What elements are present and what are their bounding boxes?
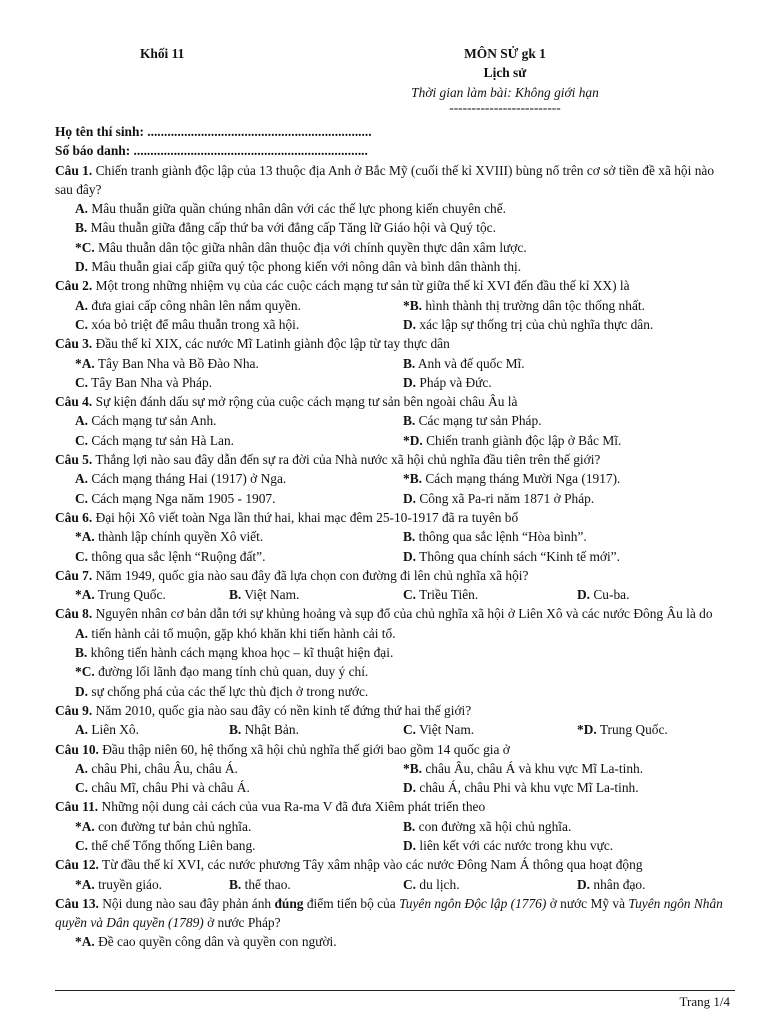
question (55, 797, 735, 816)
exam-content (55, 122, 735, 952)
answer-option[interactable] (55, 817, 403, 836)
option-label: *A. (75, 934, 95, 950)
option-label: B. (403, 529, 416, 545)
option-label: C. (75, 374, 89, 390)
option-text: Triều Tiên. (416, 587, 479, 603)
answer-option[interactable] (229, 875, 403, 894)
option-label: D. (75, 259, 89, 275)
question-text: ở nước Mỹ và (546, 895, 629, 911)
option-text: châu Á, châu Phi và khu vực Mĩ La-tinh. (416, 780, 639, 796)
answer-option[interactable] (403, 296, 645, 315)
answer-option[interactable] (55, 218, 735, 237)
answer-option[interactable] (55, 199, 735, 218)
option-row (55, 875, 735, 894)
answer-option[interactable] (55, 643, 735, 662)
option-text: liên kết với các nước trong khu vực. (416, 837, 614, 853)
student-name-field[interactable]: ................................................................... (147, 124, 372, 139)
question-number: Câu 5. (55, 452, 93, 468)
question (55, 604, 735, 623)
answer-option[interactable] (403, 585, 577, 604)
question (55, 161, 735, 200)
option-label: *C. (75, 239, 95, 255)
question (55, 740, 735, 759)
answer-option[interactable] (229, 720, 403, 739)
answer-option[interactable] (577, 875, 645, 894)
time-note: Thời gian làm bài: Không giới hạn (411, 84, 599, 100)
answer-option[interactable] (403, 373, 492, 392)
option-label: A. (75, 413, 89, 429)
footer-divider (55, 990, 735, 991)
option-row (55, 817, 735, 836)
question-number: Câu 12. (55, 857, 99, 873)
option-label: A. (75, 471, 89, 487)
option-text: Mâu thuẫn dân tộc giữa nhân dân thuộc địa với chính quyền thực dân xâm lược. (94, 239, 527, 255)
option-text: châu Âu, châu Á và khu vực Mĩ La-tinh. (421, 760, 644, 776)
question-text: Đầu thế kỉ XIX, các nước Mĩ Latinh giành độc lập từ tay thực dân (92, 336, 450, 352)
option-row (55, 759, 735, 778)
answer-option[interactable] (55, 257, 735, 276)
answer-option[interactable] (403, 431, 621, 450)
option-text: Cách mạng Nga năm 1905 - 1907. (88, 490, 276, 506)
question-text: Nguyên nhân cơ bản dẫn tới sự khủng hoảng và sụp đổ của chủ nghĩa xã hội ở Liên Xô và các nước Đông Âu là do (92, 606, 713, 622)
answer-option[interactable] (55, 932, 735, 951)
option-text: Tây Ban Nha và Bồ Đào Nha. (94, 355, 259, 371)
answer-option[interactable] (403, 778, 639, 797)
option-label: B. (403, 355, 416, 371)
option-row (55, 354, 735, 373)
option-text: Cách mạng tháng Hai (1917) ở Nga. (88, 471, 287, 487)
answer-option[interactable] (403, 315, 653, 334)
option-label: C. (403, 587, 417, 603)
option-label: B. (403, 413, 416, 429)
answer-option[interactable] (55, 624, 735, 643)
document-title: Tuyên ngôn Độc lập (1776) (399, 895, 547, 911)
option-text: Đề cao quyền công dân và quyền con người. (94, 934, 337, 950)
question (55, 450, 735, 469)
option-text: Trung Quốc. (94, 587, 166, 603)
option-label: *A. (75, 529, 95, 545)
option-text: con đường tư bản chủ nghĩa. (94, 818, 252, 834)
question (55, 855, 735, 874)
answer-option[interactable] (55, 585, 229, 604)
answer-option[interactable] (403, 836, 613, 855)
option-text: Cu-ba. (590, 587, 630, 603)
question-text: Từ đầu thế kỉ XVI, các nước phương Tây xâm nhập vào các nước Đông Nam Á thông qua hoạt động (98, 857, 643, 873)
answer-option[interactable] (55, 759, 403, 778)
option-label: D. (403, 374, 417, 390)
option-text: châu Mĩ, châu Phi và châu Á. (88, 780, 250, 796)
emphasis-text: đúng (274, 895, 304, 911)
option-label: B. (75, 220, 88, 236)
option-label: *A. (75, 587, 95, 603)
option-label: D. (577, 876, 591, 892)
option-text: Cách mạng tư sản Hà Lan. (88, 432, 234, 448)
option-label: *B. (403, 471, 422, 487)
option-text: Mâu thuẫn giữa đẳng cấp thứ ba với đẳng cấp Tăng lữ Giáo hội và Quý tộc. (87, 220, 496, 236)
student-id-line (55, 141, 735, 160)
answer-option[interactable] (55, 315, 403, 334)
option-label: B. (229, 876, 242, 892)
option-text: đưa giai cấp công nhân lên nắm quyền. (88, 297, 301, 313)
option-text: Mâu thuẫn giữa quần chúng nhân dân với các thế lực phong kiến chuyên chế. (88, 201, 507, 217)
question-number: Câu 9. (55, 702, 93, 718)
option-label: *C. (75, 664, 95, 680)
page-number: Trang 1/4 (679, 994, 730, 1009)
option-row (55, 778, 735, 797)
question (55, 334, 735, 353)
question-number: Câu 13. (55, 895, 99, 911)
option-label: B. (403, 818, 416, 834)
option-label: A. (75, 760, 89, 776)
question-number: Câu 2. (55, 278, 93, 294)
student-id-label: Số báo danh: (55, 143, 134, 159)
option-row (55, 469, 735, 488)
question (55, 701, 735, 720)
question (55, 566, 735, 585)
option-text: Thông qua chính sách “Kinh tế mới”. (416, 548, 620, 564)
option-text: Trung Quốc. (596, 722, 668, 738)
option-label: C. (75, 432, 89, 448)
question-number: Câu 3. (55, 336, 93, 352)
option-row (55, 489, 735, 508)
option-label: C. (75, 316, 89, 332)
option-text: con đường xã hội chủ nghĩa. (415, 818, 572, 834)
question (55, 894, 735, 933)
answer-option[interactable] (55, 682, 735, 701)
option-label: D. (577, 587, 591, 603)
option-label: *D. (403, 432, 423, 448)
option-text: hình thành thị trường dân tộc thống nhất. (421, 297, 645, 313)
option-text: Cách mạng tư sản Anh. (88, 413, 217, 429)
question (55, 508, 735, 527)
question-text: Thắng lợi nào sau đây dẫn đến sự ra đời của Nhà nước xã hội chủ nghĩa đầu tiên trên thế giới? (92, 452, 601, 468)
option-row (55, 296, 735, 315)
question-number: Câu 10. (55, 741, 99, 757)
header-dashes: ------------------------- (449, 99, 561, 115)
question-number: Câu 4. (55, 394, 93, 410)
question-text: Một trong những nhiệm vụ của các cuộc cách mạng tư sản từ giữa thế kỉ XVI đến đầu thế kỉ XX) là (92, 278, 630, 294)
option-text: thành lập chính quyền Xô viết. (94, 529, 264, 545)
option-row (55, 527, 735, 546)
answer-option[interactable] (403, 759, 643, 778)
question-text: Chiến tranh giành độc lập của 13 thuộc địa Anh ở Bắc Mỹ (cuối thế kỉ XVIII) bùng nổ trên cơ sở tiền đề xã hội nào sau đây? (55, 162, 715, 197)
option-text: tiến hành cải tổ muộn, gặp khó khăn khi tiến hành cải tổ. (88, 625, 396, 641)
answer-option[interactable] (403, 720, 577, 739)
question-text: Sự kiện đánh dấu sự mở rộng của cuộc cách mạng tư sản bên ngoài châu Âu là (92, 394, 518, 410)
option-label: D. (75, 683, 89, 699)
option-row (55, 373, 735, 392)
option-text: Tây Ban Nha và Pháp. (88, 374, 212, 390)
option-text: xác lập sự thống trị của chủ nghĩa thực dân. (416, 316, 654, 332)
question-number: Câu 6. (55, 509, 93, 525)
option-text: du lịch. (416, 876, 460, 892)
option-text: Việt Nam. (416, 722, 475, 738)
exam-title: MÔN SỬ gk 1 (464, 46, 546, 61)
option-row (55, 836, 735, 855)
answer-option[interactable] (403, 489, 594, 508)
option-text: Liên Xô. (88, 722, 139, 738)
option-label: C. (75, 837, 89, 853)
option-label: C. (75, 548, 89, 564)
option-row (55, 547, 735, 566)
answer-option[interactable] (55, 489, 403, 508)
answer-option[interactable] (403, 354, 525, 373)
option-row (55, 585, 735, 604)
option-text: không tiến hành cách mạng khoa học – kĩ thuật hiện đại. (87, 645, 394, 661)
question-text: ở nước Pháp? (203, 915, 281, 931)
student-name-label: Họ tên thí sinh: (55, 124, 148, 139)
answer-option[interactable] (403, 875, 577, 894)
option-label: C. (75, 490, 89, 506)
option-label: C. (403, 722, 417, 738)
document-title: Tuyên ngôn Nhân quyền và Dân quyền (1789) (55, 895, 723, 931)
option-text: thông qua sắc lệnh “Hòa bình”. (415, 529, 587, 545)
answer-option[interactable] (577, 585, 629, 604)
question-text: Những nội dung cải cách của vua Ra-ma V đã đưa Xiêm phát triển theo (98, 799, 486, 815)
option-row (55, 431, 735, 450)
answer-option[interactable] (55, 469, 403, 488)
answer-option[interactable] (229, 585, 403, 604)
option-text: thể chế Tổng thống Liên bang. (88, 837, 256, 853)
option-label: A. (75, 625, 89, 641)
option-label: *B. (403, 760, 422, 776)
option-text: châu Phi, châu Âu, châu Á. (88, 760, 238, 776)
option-text: Cách mạng tháng Mười Nga (1917). (421, 471, 621, 487)
option-label: *A. (75, 876, 95, 892)
option-text: Các mạng tư sản Pháp. (415, 413, 542, 429)
answer-option[interactable] (403, 817, 571, 836)
answer-option[interactable] (55, 431, 403, 450)
option-text: Mâu thuẫn giai cấp giữa quý tộc phong kiến với nông dân và bình dân thành thị. (88, 259, 522, 275)
question-number: Câu 8. (55, 606, 93, 622)
option-text: xóa bỏ triệt để mâu thuẫn trong xã hội. (88, 316, 300, 332)
question-text: Đại hội Xô viết toàn Nga lần thứ hai, khai mạc đêm 25-10-1917 đã ra tuyên bố (92, 509, 519, 525)
option-label: B. (75, 645, 88, 661)
option-text: truyền giáo. (94, 876, 163, 892)
question-text: Năm 2010, quốc gia nào sau đây có nền kinh tế đứng thứ hai thế giới? (92, 702, 472, 718)
option-row (55, 720, 735, 739)
question-number: Câu 11. (55, 799, 99, 815)
answer-option[interactable] (55, 373, 403, 392)
option-label: *D. (577, 722, 597, 738)
student-id-field[interactable]: ...................................................................... (133, 143, 368, 159)
answer-option[interactable] (55, 238, 735, 257)
question-text: Đầu thập niên 60, hệ thống xã hội chủ nghĩa thế giới bao gồm 14 quốc gia ở (98, 741, 510, 757)
answer-option[interactable] (403, 469, 620, 488)
exam-info (370, 44, 640, 117)
option-row (55, 411, 735, 430)
option-text: Pháp và Đức. (416, 374, 492, 390)
option-label: D. (403, 548, 417, 564)
option-label: *A. (75, 818, 95, 834)
option-text: thông qua sắc lệnh “Ruộng đất”. (88, 548, 266, 564)
option-text: Chiến tranh giành độc lập ở Bắc Mĩ. (422, 432, 622, 448)
answer-option[interactable] (55, 875, 229, 894)
option-text: thể thao. (241, 876, 291, 892)
subject-label: Lịch sử (483, 65, 527, 81)
question (55, 276, 735, 295)
option-text: Việt Nam. (241, 587, 300, 603)
option-label: A. (75, 722, 89, 738)
question-number: Câu 1. (55, 162, 93, 178)
answer-option[interactable] (55, 836, 403, 855)
option-label: *A. (75, 355, 95, 371)
option-label: *B. (403, 297, 422, 313)
answer-option[interactable] (55, 662, 735, 681)
option-label: D. (403, 316, 417, 332)
question-text: Nội dung nào sau đây phản ánh (98, 895, 275, 911)
answer-option[interactable] (403, 411, 542, 430)
option-text: đường lối lãnh đạo mang tính chủ quan, duy ý chí. (94, 664, 369, 680)
question-text: điểm tiến bộ của (303, 895, 400, 911)
option-label: D. (403, 490, 417, 506)
option-label: A. (75, 297, 89, 313)
option-text: Anh và đế quốc Mĩ. (415, 355, 525, 371)
answer-option[interactable] (577, 720, 668, 739)
option-label: C. (75, 780, 89, 796)
option-text: Nhật Bản. (241, 722, 299, 738)
answer-option[interactable] (403, 527, 587, 546)
option-label: A. (75, 201, 89, 217)
option-label: D. (403, 837, 417, 853)
answer-option[interactable] (55, 354, 403, 373)
question-text: Năm 1949, quốc gia nào sau đây đã lựa chọn con đường đi lên chủ nghĩa xã hội? (92, 567, 529, 583)
answer-option[interactable] (55, 411, 403, 430)
option-text: nhân đạo. (590, 876, 646, 892)
answer-option[interactable] (55, 547, 403, 566)
option-label: D. (403, 780, 417, 796)
option-text: Công xã Pa-ri năm 1871 ở Pháp. (416, 490, 595, 506)
answer-option[interactable] (403, 547, 620, 566)
question (55, 392, 735, 411)
grade-label: Khối 11 (140, 46, 185, 61)
answer-option[interactable] (55, 527, 403, 546)
answer-option[interactable] (55, 778, 403, 797)
option-label: C. (403, 876, 417, 892)
option-text: sự chống phá của các thế lực thù địch ở trong nước. (88, 683, 369, 699)
option-label: B. (229, 587, 242, 603)
option-label: B. (229, 722, 242, 738)
answer-option[interactable] (55, 720, 229, 739)
answer-option[interactable] (55, 296, 403, 315)
student-name-line (55, 122, 735, 141)
question-number: Câu 7. (55, 567, 93, 583)
option-row (55, 315, 735, 334)
